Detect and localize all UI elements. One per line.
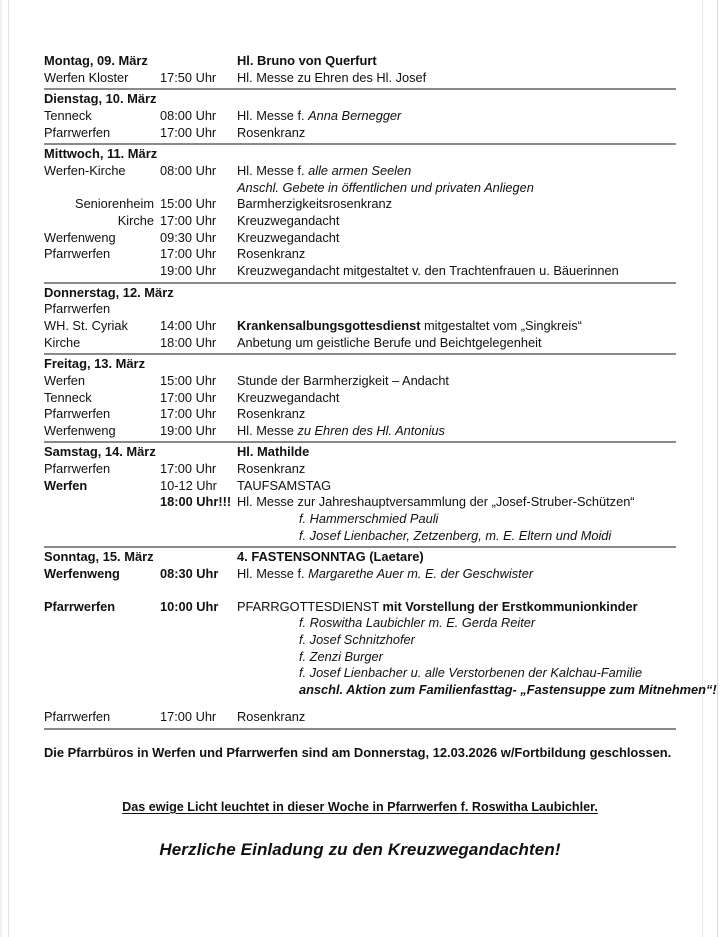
desc-plain: Hl. Messe zu Ehren des Hl. Josef xyxy=(237,69,427,85)
service-location: Pfarrwerfen xyxy=(44,246,111,262)
desc-plain: Rosenkranz xyxy=(237,709,306,725)
service-description xyxy=(237,649,676,666)
service-description xyxy=(237,335,676,352)
desc-plain: Kreuzwegandacht xyxy=(237,213,340,229)
service-row xyxy=(44,649,676,666)
service-time: 18:00 Uhr!!! xyxy=(160,494,232,510)
service-location: Seniorenheim xyxy=(75,196,154,212)
service-description xyxy=(237,709,676,726)
day-blocks-container xyxy=(44,52,717,730)
service-location: Pfarrwerfen xyxy=(44,598,116,614)
service-description xyxy=(237,163,676,180)
service-location: Werfenweng xyxy=(44,422,116,438)
service-row xyxy=(44,599,676,616)
desc-plain: Rosenkranz xyxy=(237,246,306,262)
day-header-row xyxy=(44,145,676,163)
desc-plain: Barmherzigkeitsrosenkranz xyxy=(237,196,393,212)
service-location: Werfen xyxy=(44,372,86,388)
day-block xyxy=(44,145,676,283)
desc-plain: Kreuzwegandacht mitgestaltet v. den Trachtenfrauen u. Bäuerinnen xyxy=(237,262,619,278)
scan-edge-artifact xyxy=(717,0,718,937)
service-description xyxy=(237,528,676,545)
service-row xyxy=(44,528,676,545)
service-time: 17:00 Uhr xyxy=(160,709,217,725)
day-block xyxy=(44,284,676,356)
service-location: Pfarrwerfen xyxy=(44,124,111,140)
service-row xyxy=(44,301,676,318)
service-location: Pfarrwerfen xyxy=(44,406,111,422)
service-row xyxy=(44,566,676,583)
invitation-line: Herzliche Einladung zu den Kreuzwegandachten! xyxy=(159,839,561,859)
service-location: Pfarrwerfen xyxy=(44,461,111,477)
service-time: 17:00 Uhr xyxy=(160,246,217,262)
service-description xyxy=(237,390,676,407)
desc-italic: f. Hammerschmied Pauli xyxy=(299,511,439,527)
service-time: 19:00 Uhr xyxy=(160,422,217,438)
desc-italic: Anschl. Gebete in öffentlichen und privaten Anliegen xyxy=(237,179,534,195)
service-row xyxy=(44,180,676,197)
row-spacer xyxy=(44,698,676,709)
service-location: Kirche xyxy=(117,213,154,229)
eternal-light-text: Das ewige Licht leuchtet in dieser Woche in Pfarrwerfen f. Roswitha Laubichler. xyxy=(122,799,598,814)
desc-bold-italic: anschl. Aktion zum Familienfasttag- „Fastensuppe zum Mitnehmen“! xyxy=(299,681,717,697)
service-row xyxy=(44,318,676,335)
service-description xyxy=(237,406,676,423)
service-description xyxy=(237,566,676,583)
desc-italic: Anna Bernegger xyxy=(308,108,402,124)
desc-italic: f. Roswitha Laubichler m. E. Gerda Reiter xyxy=(299,615,536,631)
day-header-row xyxy=(44,355,676,373)
service-description xyxy=(237,423,676,440)
day-feast: 4. FASTENSONNTAG (Laetare) xyxy=(237,549,424,565)
desc-italic: f. Josef Schnitzhofer xyxy=(299,631,415,647)
service-row xyxy=(44,163,676,180)
service-description xyxy=(237,180,676,197)
day-feast: Hl. Mathilde xyxy=(237,444,310,460)
row-spacer xyxy=(44,583,676,599)
desc-plain: Rosenkranz xyxy=(237,406,306,422)
service-row xyxy=(44,665,676,682)
desc-plain: Hl. Messe zur Jahreshauptversammlung der „Josef-Struber-Schützen“ xyxy=(237,494,635,510)
desc-plain: Kreuzwegandacht xyxy=(237,229,340,245)
service-description xyxy=(237,682,717,699)
scan-edge-artifact xyxy=(702,0,703,937)
service-time: 09:30 Uhr xyxy=(160,229,217,245)
service-time: 19:00 Uhr xyxy=(160,262,217,278)
service-description xyxy=(237,108,676,125)
office-closure-notice: Die Pfarrbüros in Werfen und Pfarrwerfen sind am Donnerstag, 12.03.2026 w/Fortbildung geschlossen. xyxy=(44,745,672,761)
service-time: 17:00 Uhr xyxy=(160,406,217,422)
scan-edge-artifact xyxy=(0,0,2,937)
service-description xyxy=(237,494,676,511)
service-location: Werfenweng xyxy=(44,566,120,582)
service-time: 17:00 Uhr xyxy=(160,461,217,477)
service-row xyxy=(44,70,676,87)
service-time: 14:00 Uhr xyxy=(160,317,217,333)
day-title: Samstag, 14. März xyxy=(44,444,156,460)
service-description xyxy=(237,461,676,478)
service-row xyxy=(44,478,676,495)
service-location: Werfen-Kirche xyxy=(44,163,126,179)
day-title: Mittwoch, 11. März xyxy=(44,146,158,162)
day-title: Sonntag, 15. März xyxy=(44,549,154,565)
service-location: WH. St. Cyriak xyxy=(44,317,128,333)
desc-plain: Rosenkranz xyxy=(237,461,306,477)
service-row xyxy=(44,615,676,632)
desc-plain: Hl. Messe f. xyxy=(237,108,309,124)
service-row xyxy=(44,511,676,528)
desc-plain: Kreuzwegandacht xyxy=(237,389,340,405)
service-row xyxy=(44,246,676,263)
service-description xyxy=(237,70,676,87)
service-row xyxy=(44,196,676,213)
service-description xyxy=(237,125,676,142)
day-feast: Hl. Bruno von Querfurt xyxy=(237,53,377,68)
desc-plain: Stunde der Barmherzigkeit – Andacht xyxy=(237,372,449,388)
service-location: Tenneck xyxy=(44,108,92,124)
desc-plain: Hl. Messe f. xyxy=(237,163,309,179)
service-row xyxy=(44,263,676,280)
service-time: 17:00 Uhr xyxy=(160,389,217,405)
desc-italic: f. Josef Lienbacher u. alle Verstorbenen der Kalchau-Familie xyxy=(299,665,643,681)
desc-plain: mitgestaltet vom „Singkreis“ xyxy=(420,317,582,333)
service-row xyxy=(44,213,676,230)
service-row xyxy=(44,423,676,440)
desc-plain: Hl. Messe f. xyxy=(237,566,309,582)
service-time: 15:00 Uhr xyxy=(160,196,217,212)
service-time: 10-12 Uhr xyxy=(160,477,217,493)
desc-bold-lead: Krankensalbungsgottesdienst xyxy=(237,317,421,333)
service-time: 17:50 Uhr xyxy=(160,69,217,85)
service-description xyxy=(237,665,676,682)
desc-plain: Hl. Messe xyxy=(237,422,298,438)
desc-italic: f. Josef Lienbacher, Zetzenberg, m. E. Eltern und Moidi xyxy=(299,527,612,543)
service-row xyxy=(44,494,676,511)
desc-plain: Rosenkranz xyxy=(237,124,306,140)
day-title: Freitag, 13. März xyxy=(44,356,146,372)
service-description xyxy=(237,615,676,632)
service-description xyxy=(237,599,676,616)
service-row xyxy=(44,125,676,142)
service-row xyxy=(44,335,676,352)
service-row xyxy=(44,373,676,390)
day-block xyxy=(44,52,676,90)
service-time: 08:30 Uhr xyxy=(160,566,219,582)
desc-italic: Margarethe Auer m. E. der Geschwister xyxy=(308,566,534,582)
desc-italic: f. Zenzi Burger xyxy=(299,648,383,664)
service-location: Werfen Kloster xyxy=(44,69,129,85)
service-description xyxy=(237,213,676,230)
service-time: 17:00 Uhr xyxy=(160,124,217,140)
service-description xyxy=(237,511,676,528)
service-description xyxy=(237,632,676,649)
service-description xyxy=(237,318,676,335)
day-block xyxy=(44,443,676,548)
desc-italic: zu Ehren des Hl. Antonius xyxy=(297,422,445,438)
service-location: Tenneck xyxy=(44,389,92,405)
service-row xyxy=(44,461,676,478)
service-description xyxy=(237,196,676,213)
service-location: Werfen xyxy=(44,477,88,493)
day-header-row xyxy=(44,52,676,70)
day-header-row xyxy=(44,443,676,461)
service-row xyxy=(44,681,717,699)
service-row xyxy=(44,390,676,407)
desc-plain: TAUFSAMSTAG xyxy=(237,477,332,493)
service-schedule xyxy=(44,52,717,860)
day-block xyxy=(44,355,676,443)
service-location: Pfarrwerfen xyxy=(44,301,111,317)
day-header-row xyxy=(44,548,676,566)
service-location: Kirche xyxy=(44,334,81,350)
service-description xyxy=(237,478,676,495)
service-row xyxy=(44,108,676,125)
service-row xyxy=(44,709,676,726)
day-title: Donnerstag, 12. März xyxy=(44,284,174,300)
service-time: 08:00 Uhr xyxy=(160,163,217,179)
service-time: 18:00 Uhr xyxy=(160,334,217,350)
desc-plain: PFARRGOTTESDIENST xyxy=(237,598,383,614)
desc-italic: alle armen Seelen xyxy=(308,163,412,179)
day-header-row xyxy=(44,284,676,302)
service-row xyxy=(44,406,676,423)
day-block xyxy=(44,548,717,730)
day-block xyxy=(44,90,676,145)
service-time: 15:00 Uhr xyxy=(160,372,217,388)
service-location: Werfenweng xyxy=(44,229,116,245)
day-title: Montag, 09. März xyxy=(44,53,148,68)
service-time: 08:00 Uhr xyxy=(160,108,217,124)
eternal-light-notice xyxy=(44,800,676,814)
day-title: Dienstag, 10. März xyxy=(44,91,157,107)
service-row xyxy=(44,230,676,247)
desc-plain: Anbetung um geistliche Berufe und Beichtgelegenheit xyxy=(237,334,542,350)
service-time: 10:00 Uhr xyxy=(160,598,219,614)
day-header-row xyxy=(44,90,676,108)
desc-bold-tail: mit Vorstellung der Erstkommunionkinder xyxy=(382,598,638,614)
service-description xyxy=(237,246,676,263)
service-row xyxy=(44,632,676,649)
service-description xyxy=(237,230,676,247)
scan-edge-artifact xyxy=(8,0,9,937)
service-location: Pfarrwerfen xyxy=(44,709,111,725)
service-description xyxy=(237,373,676,390)
service-time: 17:00 Uhr xyxy=(160,213,217,229)
service-description xyxy=(237,263,676,280)
